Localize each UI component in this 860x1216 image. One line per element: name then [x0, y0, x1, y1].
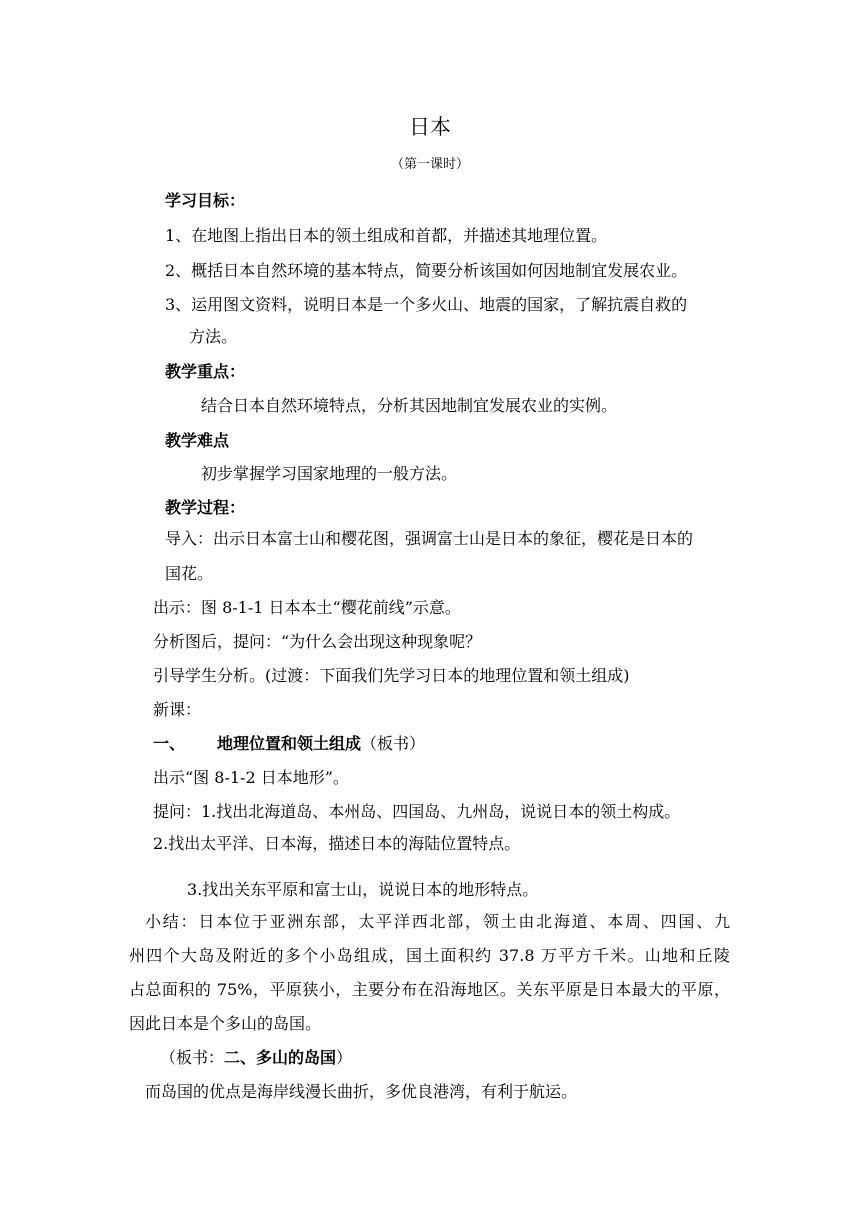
difficulties-text: 初步掌握学习国家地理的一般方法。 — [201, 464, 458, 483]
key-points-text: 结合日本自然环境特点，分析其因地制宜发展农业的实例。 — [201, 396, 618, 415]
process-heading: 教学过程： — [165, 498, 246, 517]
section-1-title: 地理位置和领土组成 — [217, 734, 362, 753]
intro-line2: 国花。 — [165, 564, 214, 583]
summary-line-2: 州四个大岛及附近的多个小岛组成，国土面积约 37.8 万平方千米。山地和丘陵 — [129, 946, 730, 965]
board-title: 二、多山的岛国 — [224, 1048, 337, 1067]
summary-line-1: 小结：日本位于亚洲东部，太平洋西北部，领土由北海道、本周、四国、九 — [145, 912, 730, 931]
question-3: 3.找出关东平原和富士山，说说日本的地形特点。 — [187, 880, 539, 899]
board-prefix: （板书： — [160, 1048, 225, 1067]
analysis-question: 分析图后，提问：“为什么会出现这种现象呢？ — [153, 632, 482, 651]
island-advantage: 而岛国的优点是海岸线漫长曲折，多优良港湾，有利于航运。 — [145, 1082, 578, 1101]
objectives-heading: 学习目标： — [165, 191, 246, 210]
objective-3-line2: 方法。 — [189, 327, 238, 346]
section-1-number: 一、 — [153, 734, 186, 753]
question-2: 2.找出太平洋、日本海，描述日本的海陆位置特点。 — [153, 834, 521, 853]
guide-transition: 引导学生分析。(过渡：下面我们先学习日本的地理位置和领土组成) — [153, 666, 630, 685]
objective-2: 2、概括日本自然环境的基本特点，简要分析该国如何因地制宜发展农业。 — [165, 261, 688, 280]
key-points-heading: 教学重点： — [165, 362, 246, 381]
section-1-note: （板书） — [361, 734, 426, 753]
document-title: 日本 — [409, 115, 451, 139]
board-suffix: ） — [336, 1048, 353, 1067]
document-subtitle: （第一课时） — [390, 157, 469, 172]
intro-line1: 导入：出示日本富士山和樱花图，强调富士山是日本的象征，樱花是日本的 — [165, 529, 694, 548]
difficulties-heading: 教学难点 — [165, 431, 230, 450]
board-note-2 — [160, 1047, 352, 1069]
section-1-heading — [217, 733, 425, 755]
show-figure-2: 出示“图 8-1-2 日本地形”。 — [153, 768, 349, 787]
new-lesson-label: 新课： — [153, 700, 202, 719]
objective-1: 1、在地图上指出日本的领土组成和首都，并描述其地理位置。 — [165, 226, 608, 245]
question-1: 提问：1.找出北海道岛、本州岛、四国岛、九州岛，说说日本的领土构成。 — [153, 802, 681, 821]
show-figure-1: 出示：图 8-1-1 日本本土“樱花前线”示意。 — [153, 598, 461, 617]
summary-line-4: 因此日本是个多山的岛国。 — [129, 1014, 322, 1033]
summary-line-3: 占总面积的 75%，平原狭小，主要分布在沿海地区。关东平原是日本最大的平原， — [129, 980, 730, 999]
objective-3-line1: 3、运用图文资料，说明日本是一个多火山、地震的国家，了解抗震自救的 — [165, 295, 688, 314]
